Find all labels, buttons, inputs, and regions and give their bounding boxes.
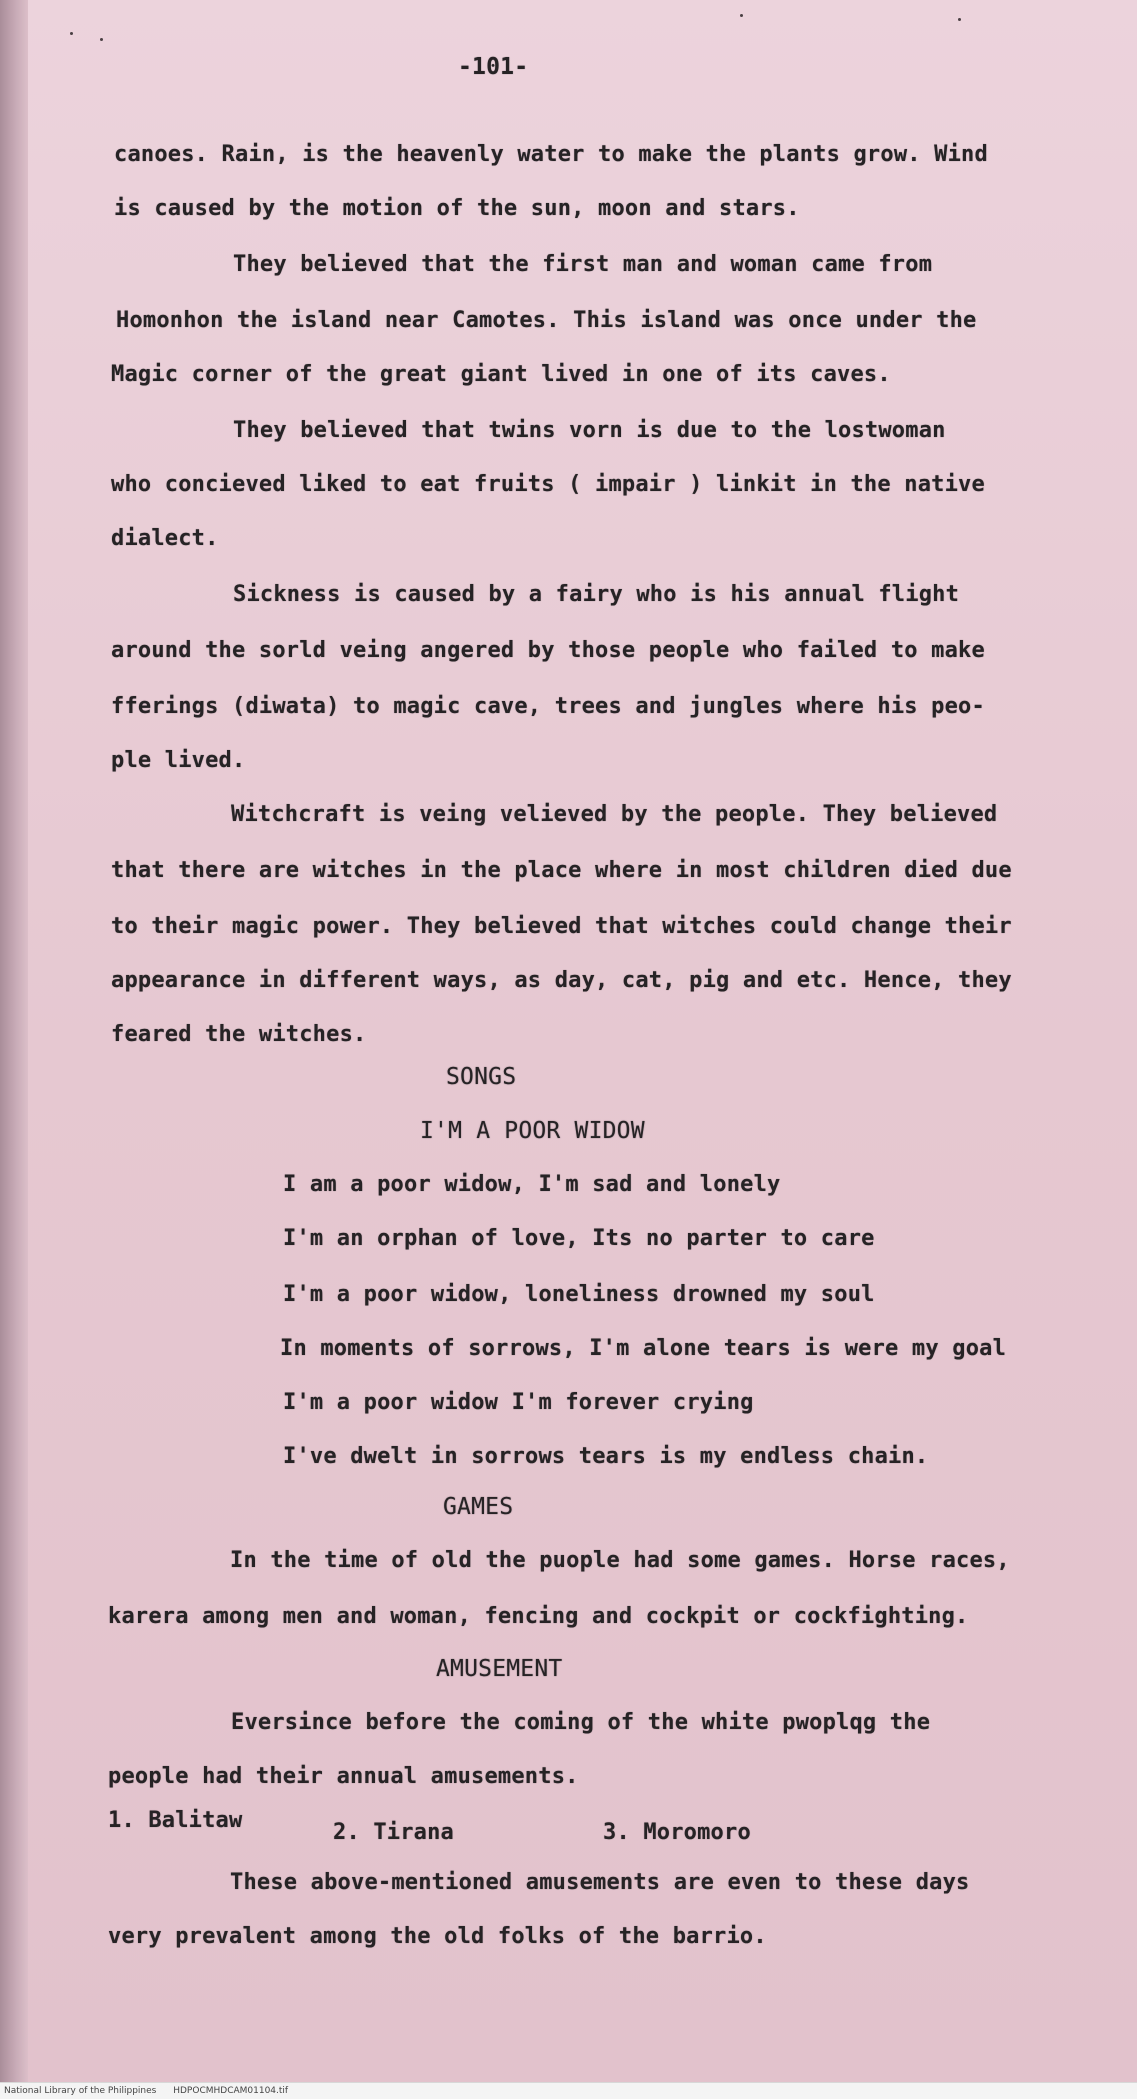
speck <box>958 18 961 21</box>
text-line: dialect. <box>111 526 219 551</box>
text-line: They believed that the first man and woman came from <box>233 252 933 277</box>
text-line: people had their annual amusements. <box>108 1764 579 1789</box>
amusement-heading: AMUSEMENT <box>436 1656 563 1682</box>
text-line: fferings (diwata) to magic cave, trees and jungles where his peo- <box>111 694 985 719</box>
footer-file: HDPOCMHDCAM01104.tif <box>173 2086 289 2096</box>
amusement-item: 2. Tirana <box>333 1820 455 1845</box>
text-line: around the sorld veing angered by those people who failed to make <box>111 638 985 663</box>
song-line: I'm a poor widow I'm forever crying <box>283 1390 754 1415</box>
text-line: that there are witches in the place where in most children died due <box>111 858 1012 883</box>
book-binding-edge <box>0 0 28 2099</box>
text-line: Witchcraft is veing velieved by the people. They believed <box>231 802 998 827</box>
song-line: In moments of sorrows, I'm alone tears is were my goal <box>280 1336 1007 1361</box>
footer-source: National Library of the Philippines <box>4 2086 157 2096</box>
text-line: These above-mentioned amusements are even to these days <box>230 1870 970 1895</box>
text-line: who concieved liked to eat fruits ( impair ) linkit in the native <box>111 472 985 497</box>
text-line: In the time of old the puople had some games. Horse races, <box>230 1548 1010 1573</box>
song-line: I'm a poor widow, loneliness drowned my soul <box>283 1282 875 1307</box>
speck <box>740 14 743 17</box>
text-line: Magic corner of the great giant lived in one of its caves. <box>111 362 891 387</box>
text-line: karera among men and woman, fencing and cockpit or cockfighting. <box>108 1604 969 1629</box>
text-line: ple lived. <box>111 748 246 773</box>
text-line: They believed that twins vorn is due to the lostwoman <box>233 418 946 443</box>
song-title: I'M A POOR WIDOW <box>420 1118 645 1144</box>
archive-footer <box>0 2082 1137 2099</box>
song-line: I've dwelt in sorrows tears is my endless chain. <box>283 1444 929 1469</box>
song-line: I'm an orphan of love, Its no parter to care <box>283 1226 875 1251</box>
text-line: canoes. Rain, is the heavenly water to make the plants grow. Wind <box>114 142 988 167</box>
page-number: -101- <box>458 54 529 80</box>
document-page <box>28 0 1137 2099</box>
songs-heading: SONGS <box>446 1064 517 1090</box>
games-heading: GAMES <box>443 1494 514 1520</box>
text-line: Eversince before the coming of the white pwoplqg the <box>231 1710 931 1735</box>
speck <box>100 38 103 41</box>
text-line: Sickness is caused by a fairy who is his annual flight <box>233 582 960 607</box>
text-line: very prevalent among the old folks of the barrio. <box>108 1924 767 1949</box>
text-line: is caused by the motion of the sun, moon and stars. <box>114 196 800 221</box>
amusement-item: 1. Balitaw <box>108 1808 243 1833</box>
song-line: I am a poor widow, I'm sad and lonely <box>283 1172 781 1197</box>
speck <box>70 32 73 35</box>
text-line: appearance in different ways, as day, cat, pig and etc. Hence, they <box>111 968 1012 993</box>
text-line: feared the witches. <box>111 1022 367 1047</box>
amusement-item: 3. Moromoro <box>603 1820 751 1845</box>
text-line: Homonhon the island near Camotes. This island was once under the <box>116 308 977 333</box>
text-line: to their magic power. They believed that witches could change their <box>111 914 1012 939</box>
